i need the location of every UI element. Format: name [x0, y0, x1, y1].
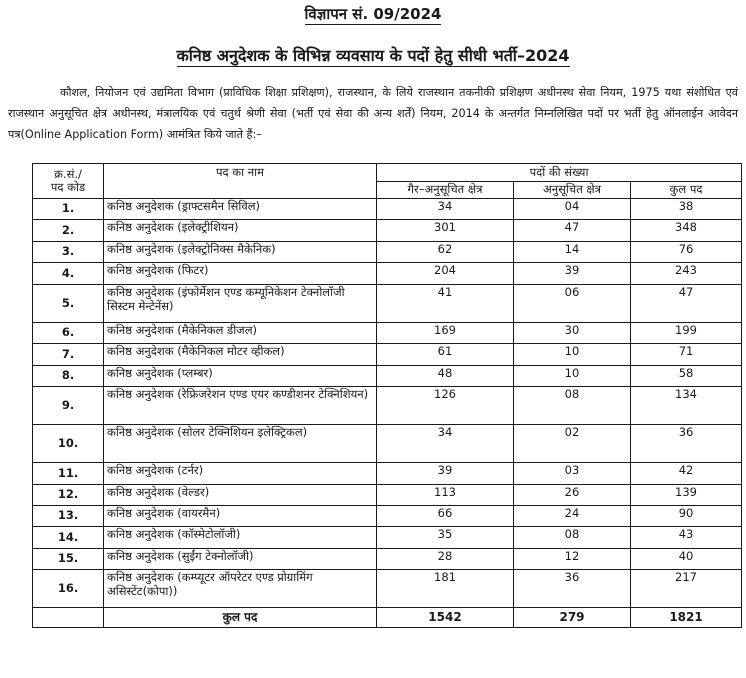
post-name-cell: कनिष्ठ अनुदेशक (फिटर): [104, 263, 377, 285]
post-name-cell: कनिष्ठ अनुदेशक (मैकेनिकल डीजल): [104, 323, 377, 344]
total-cell: 40: [631, 549, 742, 570]
scheduled-cell: 03: [514, 463, 631, 485]
table-row: [33, 485, 742, 506]
serial-cell: 7.: [33, 344, 104, 366]
non-scheduled-cell: 61: [377, 344, 514, 366]
scheduled-cell: 47: [514, 220, 631, 242]
non-scheduled-cell: 113: [377, 485, 514, 506]
post-name-cell: कनिष्ठ अनुदेशक (इलेक्ट्रोनिक्स मैकेनिक): [104, 242, 377, 263]
post-name-cell: कनिष्ठ अनुदेशक (रेफ्रिजरेशन एण्ड एयर कण्डीशनर टेक्निशियन): [104, 387, 377, 425]
advertisement-number: विज्ञापन सं. 09/2024: [304, 5, 442, 23]
total-cell: 42: [631, 463, 742, 485]
table-header-row: [33, 164, 742, 182]
non-scheduled-cell: 41: [377, 285, 514, 323]
table-row: [33, 570, 742, 608]
total-scheduled: 279: [514, 608, 631, 628]
total-cell: 71: [631, 344, 742, 366]
scheduled-cell: 08: [514, 527, 631, 549]
scheduled-cell: 04: [514, 199, 631, 220]
scheduled-cell: 36: [514, 570, 631, 608]
serial-cell: 10.: [33, 425, 104, 463]
scheduled-cell: 39: [514, 263, 631, 285]
table-row: [33, 366, 742, 387]
scheduled-cell: 06: [514, 285, 631, 323]
non-scheduled-cell: 28: [377, 549, 514, 570]
total-cell: 58: [631, 366, 742, 387]
post-name-cell: कनिष्ठ अनुदेशक (वेल्डर): [104, 485, 377, 506]
non-scheduled-cell: 35: [377, 527, 514, 549]
table-row: [33, 527, 742, 549]
post-name-cell: कनिष्ठ अनुदेशक (प्लम्बर): [104, 366, 377, 387]
total-cell: 139: [631, 485, 742, 506]
total-non-scheduled: 1542: [377, 608, 514, 628]
total-cell: 90: [631, 506, 742, 527]
post-name-cell: कनिष्ठ अनुदेशक (मैकेनिकल मोटर व्हीकल): [104, 344, 377, 366]
serial-cell: 3.: [33, 242, 104, 263]
serial-header: क्र.सं./ पद कोड: [33, 164, 104, 199]
scheduled-cell: 10: [514, 344, 631, 366]
total-cell: 43: [631, 527, 742, 549]
total-cell: 348: [631, 220, 742, 242]
total-cell: 38: [631, 199, 742, 220]
scheduled-cell: 08: [514, 387, 631, 425]
scheduled-cell: 24: [514, 506, 631, 527]
total-cell: 134: [631, 387, 742, 425]
total-cell: 217: [631, 570, 742, 608]
post-name-cell: कनिष्ठ अनुदेशक (सोलर टेक्निशियन इलेक्ट्रिकल): [104, 425, 377, 463]
serial-cell: 9.: [33, 387, 104, 425]
total-cell: 47: [631, 285, 742, 323]
post-name-cell: कनिष्ठ अनुदेशक (कॉस्मेटोलॉजी): [104, 527, 377, 549]
non-scheduled-cell: 62: [377, 242, 514, 263]
scheduled-cell: 14: [514, 242, 631, 263]
table-row: [33, 344, 742, 366]
serial-cell: 16.: [33, 570, 104, 608]
total-row: [33, 608, 742, 628]
serial-cell: 12.: [33, 485, 104, 506]
table-row: [33, 199, 742, 220]
non-scheduled-cell: 169: [377, 323, 514, 344]
non-scheduled-cell: 126: [377, 387, 514, 425]
serial-cell: 2.: [33, 220, 104, 242]
total-posts: 1821: [631, 608, 742, 628]
total-header: कुल पद: [631, 182, 742, 199]
non-scheduled-cell: 181: [377, 570, 514, 608]
table-row: [33, 263, 742, 285]
table-row: [33, 463, 742, 485]
total-cell: 243: [631, 263, 742, 285]
total-label: कुल पद: [104, 608, 377, 628]
scheduled-cell: 02: [514, 425, 631, 463]
table-row: [33, 387, 742, 425]
serial-cell: 8.: [33, 366, 104, 387]
scheduled-cell: 12: [514, 549, 631, 570]
total-cell: 76: [631, 242, 742, 263]
scheduled-cell: 30: [514, 323, 631, 344]
non-scheduled-cell: 39: [377, 463, 514, 485]
table-row: [33, 323, 742, 344]
page-title: कनिष्ठ अनुदेशक के विभिन्न व्यवसाय के पदों हेतु सीधी भर्ती–2024: [176, 46, 570, 65]
non-scheduled-cell: 66: [377, 506, 514, 527]
scheduled-cell: 26: [514, 485, 631, 506]
serial-cell: 11.: [33, 463, 104, 485]
post-name-cell: कनिष्ठ अनुदेशक (टर्नर): [104, 463, 377, 485]
posts-table: [32, 163, 742, 628]
non-scheduled-cell: 48: [377, 366, 514, 387]
post-name-cell: कनिष्ठ अनुदेशक (इलेक्ट्रीशियन): [104, 220, 377, 242]
post-name-cell: कनिष्ठ अनुदेशक (ड्राफ्टसमैन सिविल): [104, 199, 377, 220]
table-row: [33, 285, 742, 323]
post-name-header: पद का नाम: [104, 164, 377, 199]
post-name-cell: कनिष्ठ अनुदेशक (सुईंग टेक्नोलॉजी): [104, 549, 377, 570]
serial-cell: 4.: [33, 263, 104, 285]
total-row-blank: [33, 608, 104, 628]
total-cell: 36: [631, 425, 742, 463]
posts-table-body: [33, 199, 742, 628]
total-cell: 199: [631, 323, 742, 344]
table-row: [33, 425, 742, 463]
table-row: [33, 506, 742, 527]
post-name-cell: कनिष्ठ अनुदेशक (वायरमैन): [104, 506, 377, 527]
post-count-header: पदों की संख्या: [377, 164, 742, 182]
table-row: [33, 220, 742, 242]
non-scheduled-header: गैर–अनुसूचित क्षेत्र: [377, 182, 514, 199]
serial-cell: 13.: [33, 506, 104, 527]
non-scheduled-cell: 34: [377, 199, 514, 220]
table-row: [33, 242, 742, 263]
serial-cell: 14.: [33, 527, 104, 549]
non-scheduled-cell: 301: [377, 220, 514, 242]
serial-cell: 1.: [33, 199, 104, 220]
non-scheduled-cell: 34: [377, 425, 514, 463]
serial-cell: 5.: [33, 285, 104, 323]
serial-cell: 6.: [33, 323, 104, 344]
post-name-cell: कनिष्ठ अनुदेशक (कम्प्यूटर ऑपरेटर एण्ड प्रोग्रामिंग असिस्टेंट(कोपा)): [104, 570, 377, 608]
non-scheduled-cell: 204: [377, 263, 514, 285]
post-name-cell: कनिष्ठ अनुदेशक (इंफोर्मेशन एण्ड कम्यूनिकेशन टेक्नोलॉजी सिस्टम मेन्टेनेंस): [104, 285, 377, 323]
table-row: [33, 549, 742, 570]
scheduled-cell: 10: [514, 366, 631, 387]
intro-paragraph: कौशल, नियोजन एवं उद्यमिता विभाग (प्राविधिक शिक्षा प्रशिक्षण), राजस्थान, के लिये राजस्थान तकनीकी प्रशिक्षण अधीनस्थ सेवा नियम, 1975 यथा संशोधित एवं राजस्थान अनुसूचित क्षेत्र अधीनस्थ, मंत्रालयिक एवं चतुर्थ श्रेणी सेवा (भर्ती एवं सेवा की अन्य शर्तें) नियम, 2014 के अन्तर्गत निम्नलिखित पदों पर भर्ती हेतु ऑनलाईन आवेदन पत्र(Online Application Form) आमंत्रित किये जाते हैं:–: [8, 86, 738, 141]
scheduled-header: अनुसूचित क्षेत्र: [514, 182, 631, 199]
serial-cell: 15.: [33, 549, 104, 570]
